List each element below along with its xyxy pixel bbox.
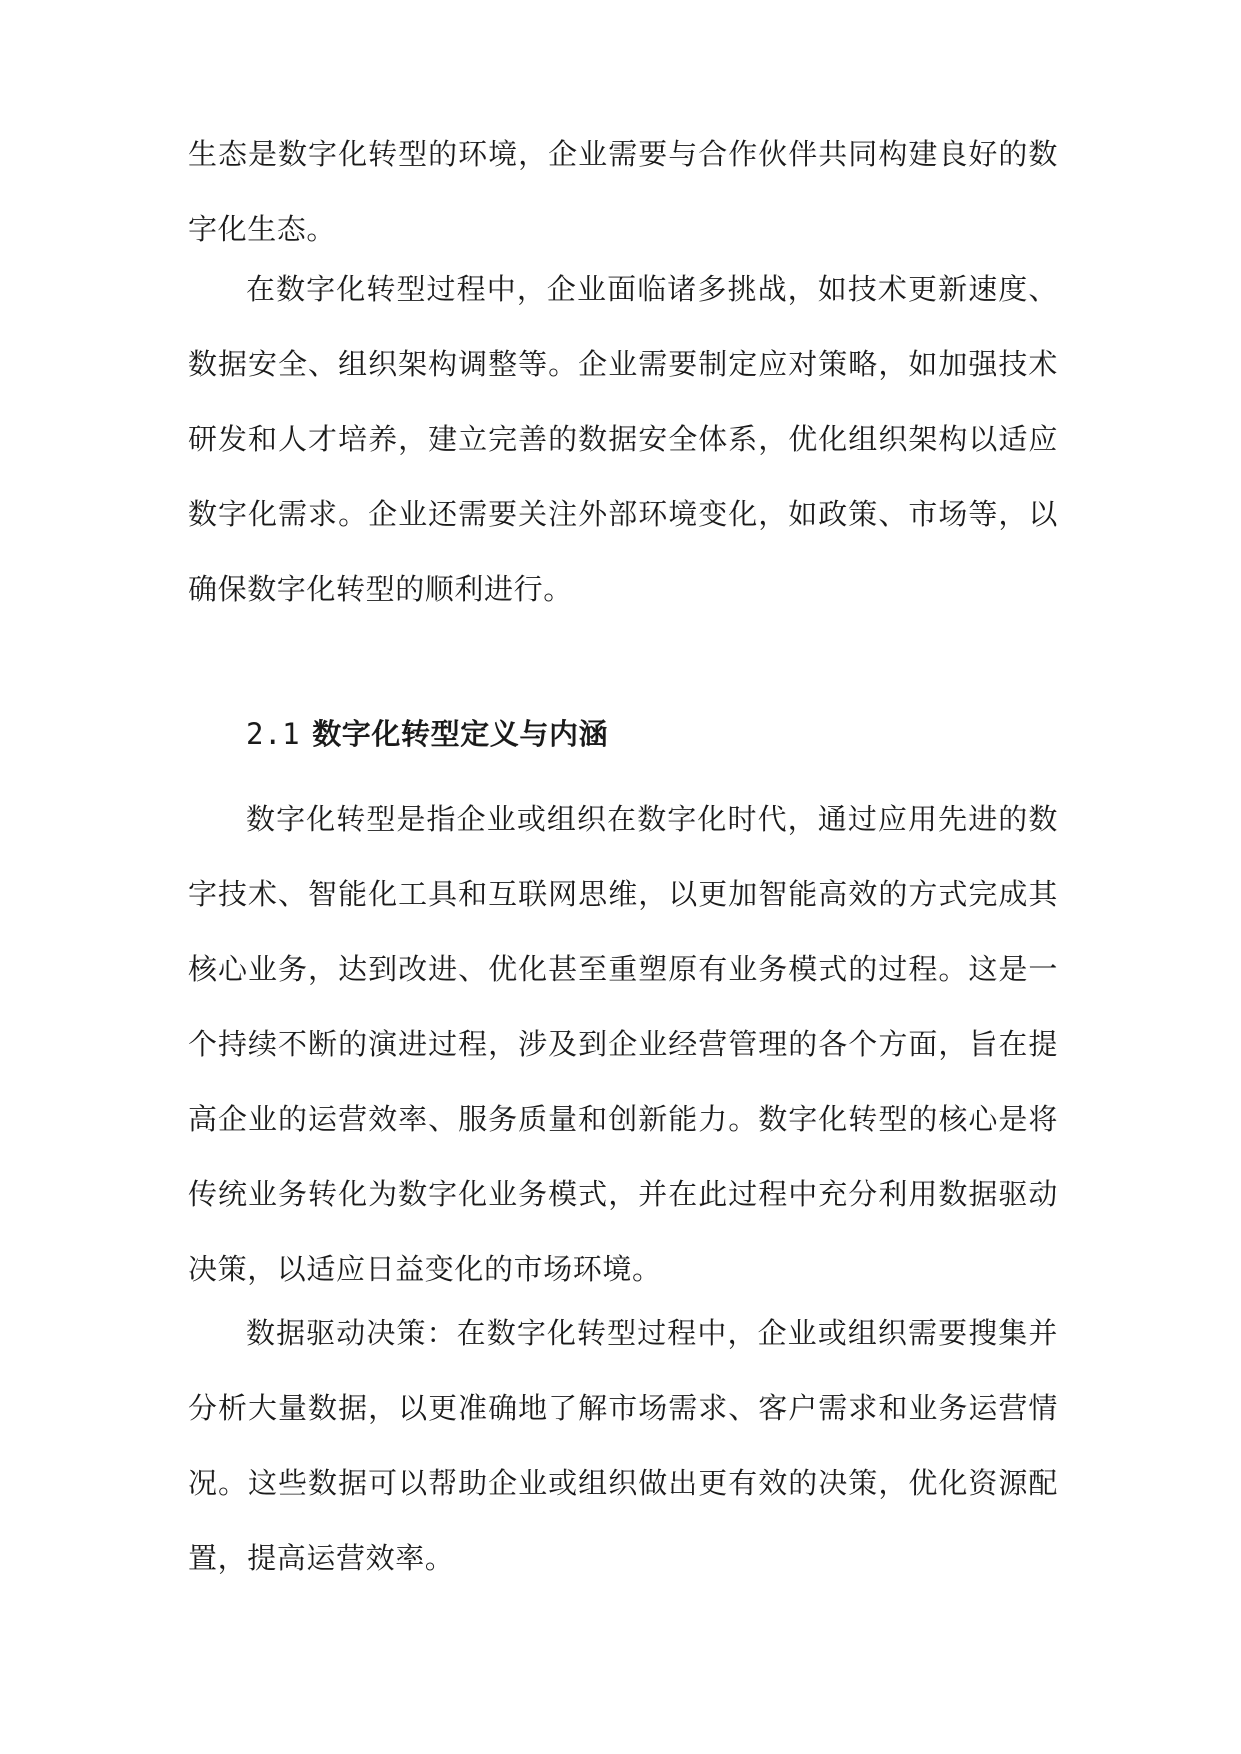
paragraph-text: 数字化转型是指企业或组织在数字化时代，通过应用先进的数字技术、智能化工具和互联网思维，以更加智能高效的方式完成其核心业务，达到改进、优化甚至重塑原有业务模式的过程。这是一个持续不断的演进过程，涉及到企业经营管理的各个方面，旨在提高企业的运营效率、服务质量和创新能力。数字化转型的核心是将传统业务转化为数字化业务模式，并在此过程中充分利用数据驱动决策，以适应日益变化的市场环境。	[188, 802, 1058, 1286]
paragraph-ecosystem	[188, 117, 1058, 267]
paragraph-text: 在数字化转型过程中，企业面临诸多挑战，如技术更新速度、数据安全、组织架构调整等。企业需要制定应对策略，如加强技术研发和人才培养，建立完善的数据安全体系，优化组织架构以适应数字化需求。企业还需要关注外部环境变化，如政策、市场等，以确保数字化转型的顺利进行。	[188, 272, 1058, 606]
section-heading	[246, 697, 608, 772]
paragraph-definition	[188, 782, 1058, 1307]
paragraph-data-driven	[188, 1296, 1058, 1596]
paragraph-text: 数据驱动决策：在数字化转型过程中，企业或组织需要搜集并分析大量数据，以更准确地了解市场需求、客户需求和业务运营情况。这些数据可以帮助企业或组织做出更有效的决策，优化资源配置，提高运营效率。	[188, 1316, 1058, 1575]
section-number: 2.1	[246, 717, 301, 751]
paragraph-challenges	[188, 252, 1058, 627]
section-title: 数字化转型定义与内涵	[312, 717, 609, 751]
paragraph-text: 生态是数字化转型的环境，企业需要与合作伙伴共同构建良好的数字化生态。	[188, 137, 1058, 246]
